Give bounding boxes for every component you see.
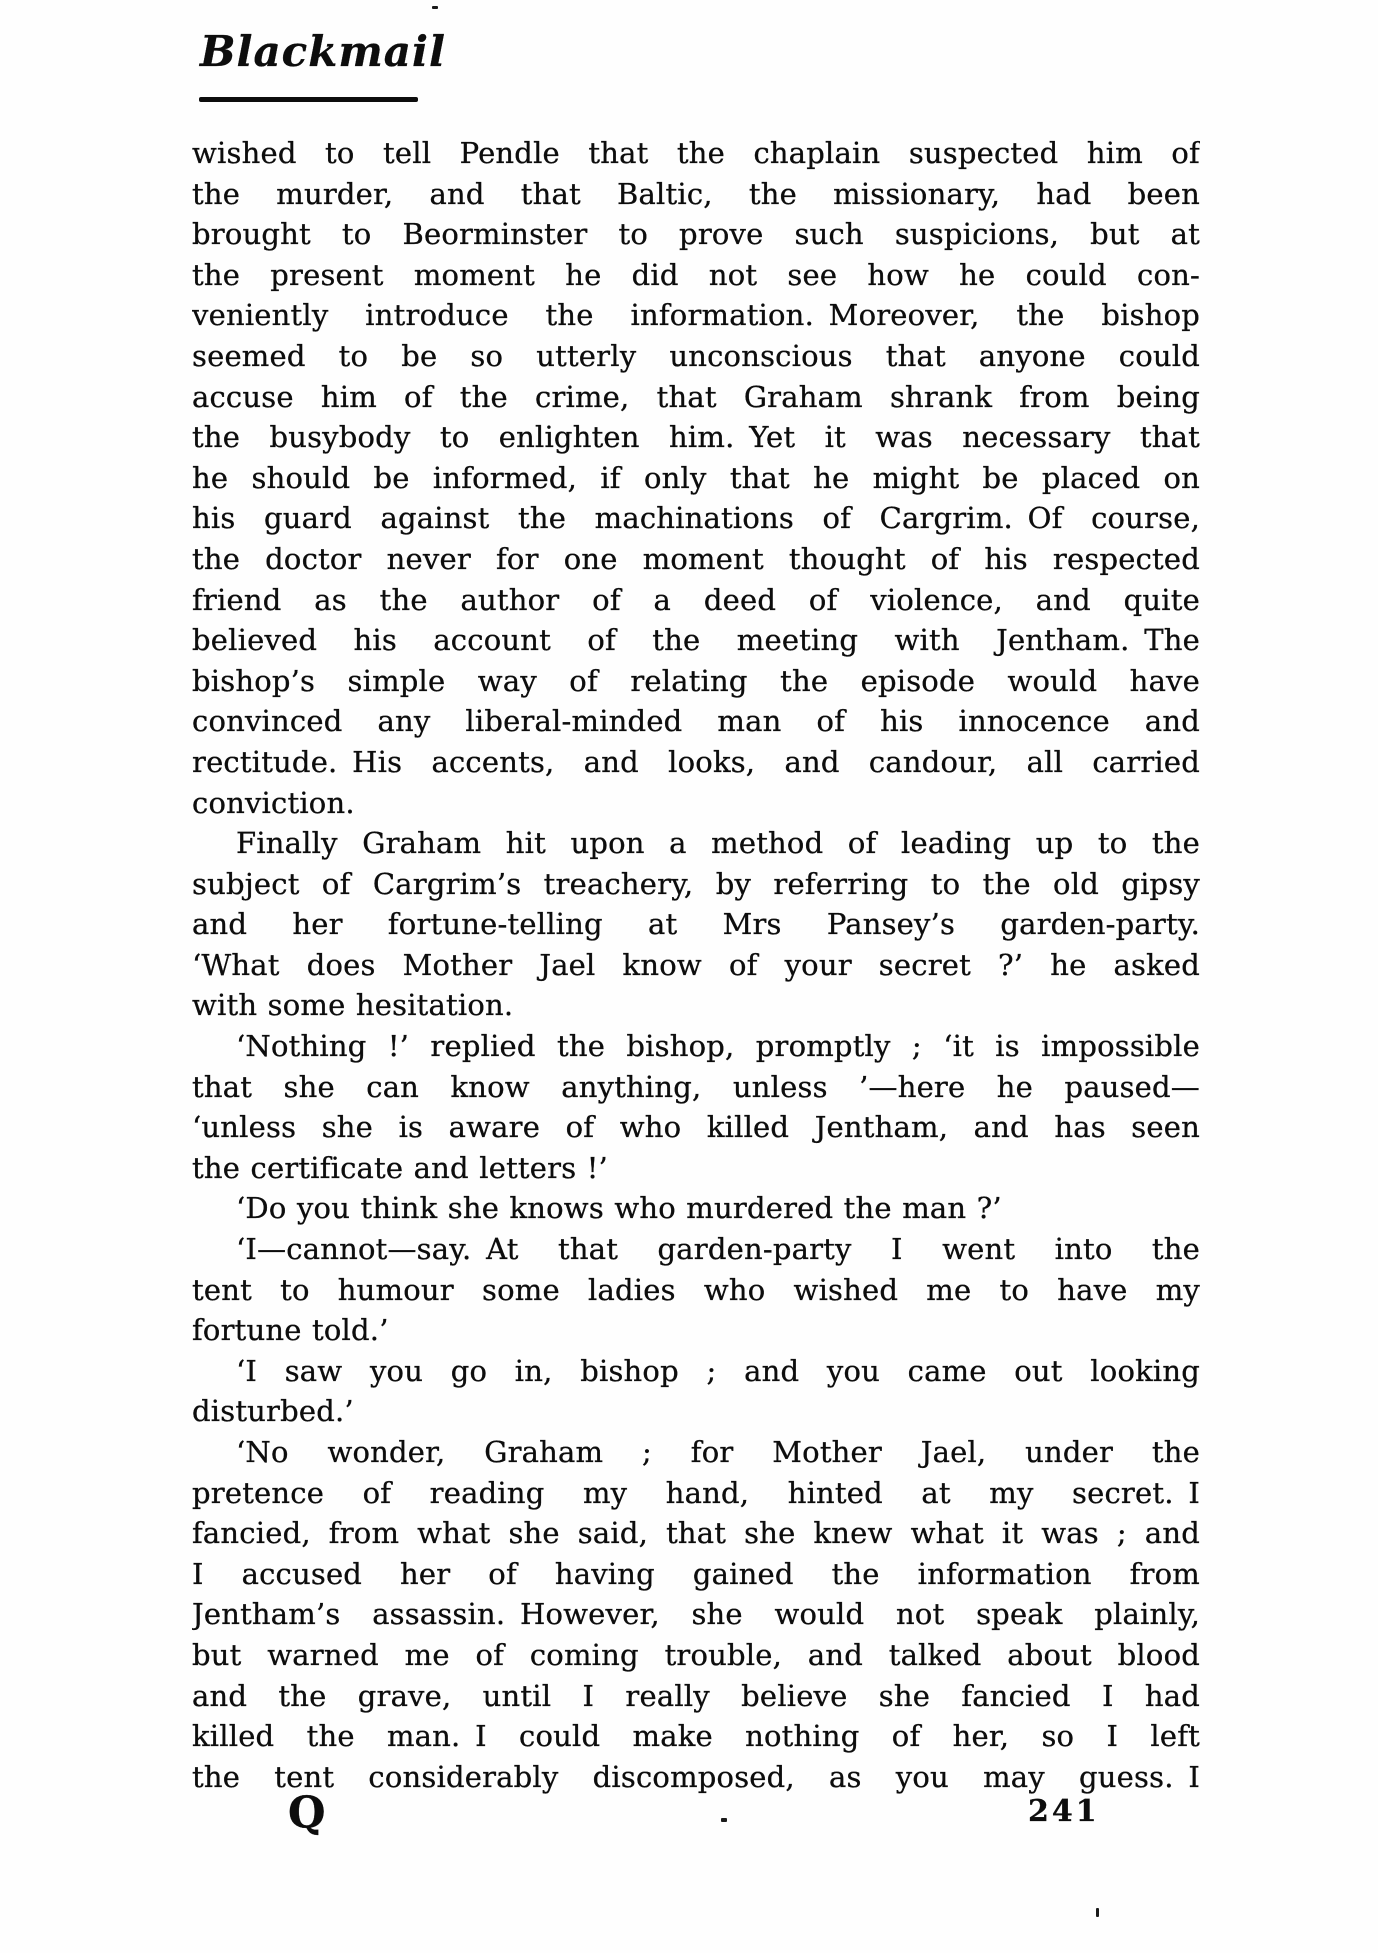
text-line: ‘Do you think she knows who murdered the man ?’ xyxy=(236,1191,1002,1226)
text-line: wished to tell Pendle that the chaplain suspected him of xyxy=(192,136,1200,170)
paragraph xyxy=(192,1229,1200,1351)
text-line: seemed to be so utterly unconscious that anyone could xyxy=(192,338,1200,373)
text-line: Jentham’s assassin. However, she would not speak plainly, xyxy=(192,1597,1200,1632)
text-line: the busybody to enlighten him. Yet it was necessary that xyxy=(192,420,1200,455)
running-header-title: Blackmail xyxy=(200,27,446,76)
text-line: the certificate and letters !’ xyxy=(192,1150,608,1185)
text-line: conviction. xyxy=(192,785,355,820)
running-header xyxy=(200,27,446,76)
text-line: brought to Beorminster to prove such suspicions, but at xyxy=(192,217,1200,252)
text-line: ‘Nothing !’ replied the bishop, promptly ; ‘it is impossible xyxy=(236,1029,1200,1064)
scan-artifact-dot xyxy=(432,6,438,9)
paragraph xyxy=(192,1026,1200,1188)
text-line: he should be informed, if only that he might be placed on xyxy=(192,460,1200,495)
text-line: fancied, from what she said, that she knew what it was ; and xyxy=(192,1516,1200,1551)
text-line: accuse him of the crime, that Graham shrank from being xyxy=(192,379,1200,414)
scan-artifact-dot xyxy=(721,1818,727,1822)
text-line: friend as the author of a deed of violence, and quite xyxy=(192,582,1200,617)
text-line: Finally Graham hit upon a method of leading up to the xyxy=(236,826,1200,861)
text-line: the tent considerably discomposed, as you may guess. I xyxy=(192,1759,1200,1794)
scan-artifact-dot xyxy=(1096,1908,1099,1917)
text-line: tent to humour some ladies who wished me to have my xyxy=(192,1272,1200,1307)
text-line: ‘I—cannot—say. At that garden-party I went into the xyxy=(236,1232,1200,1267)
text-line: the murder, and that Baltic, the missionary, had been xyxy=(192,176,1200,211)
text-line: convinced any liberal-minded man of his innocence and xyxy=(192,704,1200,739)
text-line: the doctor never for one moment thought of his respected xyxy=(192,541,1200,576)
text-line: ‘What does Mother Jael know of your secret ?’ he asked xyxy=(192,947,1200,982)
text-line: subject of Cargrim’s treachery, by referring to the old gipsy xyxy=(192,866,1200,901)
text-line: his guard against the machinations of Cargrim. Of course, xyxy=(192,501,1200,536)
paragraph xyxy=(192,1188,1200,1229)
page-number: 241 xyxy=(1028,1794,1100,1829)
text-line: believed his account of the meeting with Jentham. The xyxy=(192,623,1200,658)
text-line: with some hesitation. xyxy=(192,988,514,1023)
text-line: that she can know anything, unless ’—here he paused— xyxy=(192,1069,1200,1104)
text-line: and the grave, until I really believe she fancied I had xyxy=(192,1678,1200,1713)
text-line: rectitude. His accents, and looks, and candour, all carried xyxy=(192,744,1200,779)
text-line: fortune told.’ xyxy=(192,1313,389,1348)
running-header-rule xyxy=(199,97,418,102)
text-line: the present moment he did not see how he could con- xyxy=(192,257,1200,292)
text-line: pretence of reading my hand, hinted at my secret. I xyxy=(192,1475,1200,1510)
text-line: veniently introduce the information. Moreover, the bishop xyxy=(192,298,1200,333)
paragraph xyxy=(192,133,1200,823)
paragraph xyxy=(192,823,1200,1026)
text-line: bishop’s simple way of relating the episode would have xyxy=(192,663,1200,698)
signature-mark: Q xyxy=(288,1788,326,1838)
text-line: and her fortune-telling at Mrs Pansey’s garden-party. xyxy=(192,907,1200,942)
text-line: I accused her of having gained the information from xyxy=(192,1556,1200,1591)
paragraph xyxy=(192,1351,1200,1432)
text-line: killed the man. I could make nothing of her, so I left xyxy=(192,1719,1200,1754)
text-line: disturbed.’ xyxy=(192,1394,354,1429)
text-line: ‘I saw you go in, bishop ; and you came out looking xyxy=(236,1353,1200,1388)
paragraph xyxy=(192,1432,1200,1797)
text-line: but warned me of coming trouble, and talked about blood xyxy=(192,1637,1200,1672)
text-block xyxy=(192,133,1200,1797)
text-line: ‘No wonder, Graham ; for Mother Jael, under the xyxy=(236,1435,1200,1469)
text-line: ‘unless she is aware of who killed Jentham, and has seen xyxy=(192,1110,1200,1145)
